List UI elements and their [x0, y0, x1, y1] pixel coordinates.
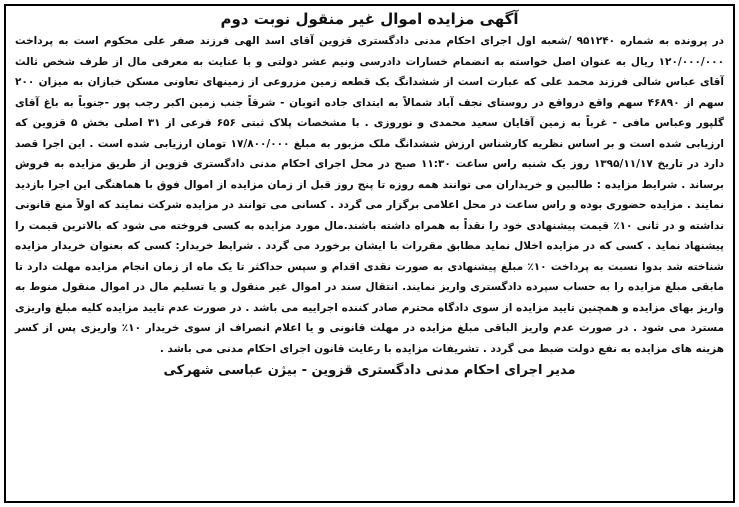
notice-signature: مدیر اجرای احکام مدنی دادگستری قزوین - بیژن عباسی شهرکی	[163, 363, 576, 378]
notice-title: آگهی مزایده اموال غیر منقول نوبت دوم	[220, 10, 519, 28]
notice-body: در پرونده به شماره ۹۵۱۲۴۰ /شعبه اول اجرای احکام مدنی دادگستری قزوین آقای اسد الهی فرزند صفر علی محکوم است به پرداخت ۱۲۰/۰۰۰/۰۰۰ ریال به عنوان اصل خواسته به انضمام خسارات دادرسی ونیم عشر دولتی و با عنایت به معرفی مال از طرف شخص ثالث آقای عباس شالی فرزند محمد علی که عبارت است از ششدانگ یک قطعه زمین مزروعی از زمینهای تعاونی مسکن خبازان به میزان ۲۰۰ سهم از ۴۶۸۹۰ سهم واقع درواقع در روستای نجف آباد شمالاً به ابتدای جاده اتوبان - شرقاً جنب زمین اکبر رجب پور -جنوباً به باغ آقای گلپور وعباس مافی - غرباً به زمین آقایان سعید محمدی و نوروزی . با مشخصات پلاک ثبتی ۶۵۶ فرعی از ۳۱ اصلی بخش ۵ قزوین که ارزیابی شده است و بر اساس نظریه کارشناس ارزش ششدانگ ملک مزبور به مبلغ ۱۷/۸۰۰/۰۰۰ تومان ارزیابی شده است . این اجرا قصد دارد در تاریخ ۱۳۹۵/۱۱/۱۷ روز یک شنبه راس ساعت ۱۱:۳۰ صبح در محل اجرای احکام مدنی دادگستری قزوین از طریق مزایده به فروش برساند . شرایط مزایده : طالبین و خریداران می توانند همه روزه تا پنج روز قبل از زمان مزایده از اموال فوق با هماهنگی این اجرا بازدید نمایند . مزایده حضوری بوده و راس ساعت در محل اعلامی برگزار می گردد . کسانی می توانند در مزایده شرکت نمایند که اولاً منع قانونی نداشته و در ثانی ۱۰٪ قیمت پیشنهادی خود را نقداً به همراه داشته باشند.مال مورد مزایده به کسی فروخته می شود که بالاترین قیمت را پیشنهاد نماید . کسی که در مزایده اخلال نماید مطابق مقررات با ایشان برخورد می گردد . شرایط خریدار: کسی که بعنوان خریدار مزایده شناخته شد بدوا نسبت به پرداخت ۱۰٪ مبلغ پیشنهادی به صورت نقدی اقدام و سپس حداکثر تا یک ماه از زمان انجام مزایده مهلت دارد تا مابقی مبلغ مزایده را به حساب سپرده دادگستری واریز نمایند. انتقال سند در اموال غیر منقول و یا تسلیم مال در اموال منقول منوط به واریز بهای مزایده و همچنین تایید مزایده از سوی دادگاه محترم صادر کننده اجراییه می باشد . در صورت عدم تایید مزایده کلیه مبلغ واریزی مسترد می شود . در صورت عدم واریز الباقی مبلغ مزایده در مهلت قانونی و یا اعلام انصراف از سوی خریدار ۱۰٪ واریزی پس از کسر هزینه های مزایده به نفع دولت ضبط می گردد . تشریفات مزایده با رعایت قانون اجرای احکام مدنی می باشد .	[15, 35, 725, 355]
auction-notice	[4, 4, 735, 503]
